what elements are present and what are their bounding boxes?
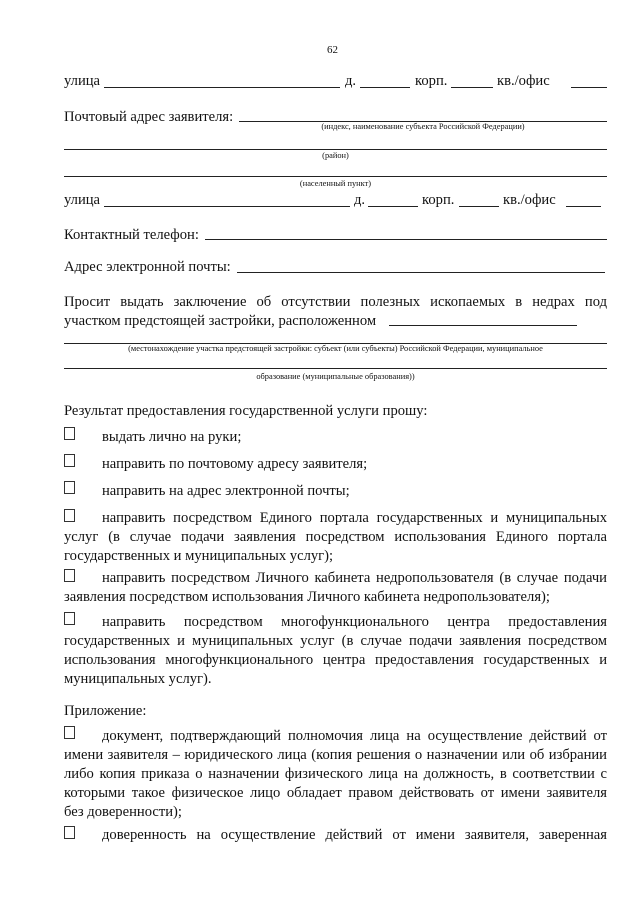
attachment-authority-line-4: которыми такое физическое лицо обладает правом действовать от имени заявителя	[64, 785, 607, 801]
korp-field[interactable]	[451, 87, 493, 88]
option-epgu-checkbox[interactable]	[64, 509, 75, 522]
option-epgu-line-1: направить посредством Единого портала государственных и муниципальных	[102, 510, 607, 526]
option-mfc-line-2: государственных и муниципальных услуг (в случае подачи заявления посредством	[64, 633, 607, 649]
option-in-person-label: выдать лично на руки;	[102, 429, 242, 445]
option-subsoil-cabinet-line-1: направить посредством Личного кабинета недропользователя (в случае подачи	[102, 570, 607, 586]
option-subsoil-cabinet-checkbox[interactable]	[64, 569, 75, 582]
email-field[interactable]	[237, 272, 605, 273]
phone-label: Контактный телефон:	[64, 227, 199, 243]
attachment-authority-checkbox[interactable]	[64, 726, 75, 739]
phone-field[interactable]	[205, 239, 607, 240]
korp-field-2[interactable]	[459, 206, 499, 207]
option-in-person-checkbox[interactable]	[64, 427, 75, 440]
apt-field[interactable]	[571, 87, 607, 88]
option-epgu-line-3: государственных и муниципальных услуг);	[64, 548, 334, 564]
option-mfc-line-3: использования многофункционального центра предоставления государственных и	[64, 652, 607, 668]
site-location-hint-2: образование (муниципальные образования))	[256, 372, 415, 381]
email-label: Адрес электронной почты:	[64, 259, 231, 275]
apt-field-2[interactable]	[566, 206, 601, 207]
option-mfc-line-4: муниципальных услуг).	[64, 671, 212, 687]
option-mfc-checkbox[interactable]	[64, 612, 75, 625]
attachment-authority-line-3: либо копия приказа о назначении физического лица на должность, в соответствии с	[64, 766, 607, 782]
house-label-2: д.	[354, 192, 366, 208]
apt-label-2: кв./офис	[503, 192, 556, 208]
site-location-hint-1: (местонахождение участка предстоящей застройки: субъект (или субъекты) Российской Федерации, муниципальное	[128, 344, 543, 353]
postal-district-field[interactable]	[64, 149, 607, 150]
option-postal-checkbox[interactable]	[64, 454, 75, 467]
attachment-heading: Приложение:	[64, 703, 147, 719]
postal-address-label: Почтовый адрес заявителя:	[64, 109, 234, 125]
attachment-power-of-attorney-line-1: доверенность на осуществление действий от имени заявителя, заверенная	[102, 827, 607, 843]
option-postal-label: направить по почтовому адресу заявителя;	[102, 456, 368, 472]
attachment-authority-line-2: имени заявителя – юридического лица (копия решения о назначении или об избрании	[64, 747, 607, 763]
option-subsoil-cabinet-line-2: заявления посредством использования Личного кабинета недропользователя);	[64, 589, 550, 605]
street-label: улица	[64, 73, 101, 89]
korp-label-2: корп.	[422, 192, 455, 208]
postal-locality-hint: (населенный пункт)	[299, 179, 372, 188]
attachment-authority-line-1: документ, подтверждающий полномочия лица на осуществление действий от	[102, 728, 607, 744]
option-epgu-line-2: услуг (в случае подачи заявления посредством использования Единого портала	[64, 529, 607, 545]
page-number: 62	[327, 44, 338, 56]
street-field-2[interactable]	[104, 206, 350, 207]
postal-region-hint: (индекс, наименование субъекта Российской Федерации)	[321, 122, 525, 131]
attachment-power-of-attorney-checkbox[interactable]	[64, 826, 75, 839]
street-label-2: улица	[64, 192, 101, 208]
house-field[interactable]	[360, 87, 410, 88]
request-line-1: Просит выдать заключение об отсутствии полезных ископаемых в недрах под	[64, 294, 607, 310]
street-field[interactable]	[104, 87, 340, 88]
attachment-authority-line-5: без доверенности);	[64, 804, 182, 820]
postal-district-hint: (район)	[322, 151, 349, 160]
house-field-2[interactable]	[368, 206, 418, 207]
apt-label: кв./офис	[497, 73, 550, 89]
house-label: д.	[345, 73, 357, 89]
option-email-label: направить на адрес электронной почты;	[102, 483, 350, 499]
postal-locality-field[interactable]	[64, 176, 607, 177]
option-mfc-line-1: направить посредством многофункционального центра предоставления	[102, 614, 607, 630]
site-location-field-3[interactable]	[64, 368, 607, 369]
request-line-2: участком предстоящей застройки, расположенном	[64, 313, 377, 329]
site-location-field[interactable]	[389, 325, 577, 326]
option-email-checkbox[interactable]	[64, 481, 75, 494]
result-heading: Результат предоставления государственной услуги прошу:	[64, 403, 428, 419]
korp-label: корп.	[415, 73, 448, 89]
